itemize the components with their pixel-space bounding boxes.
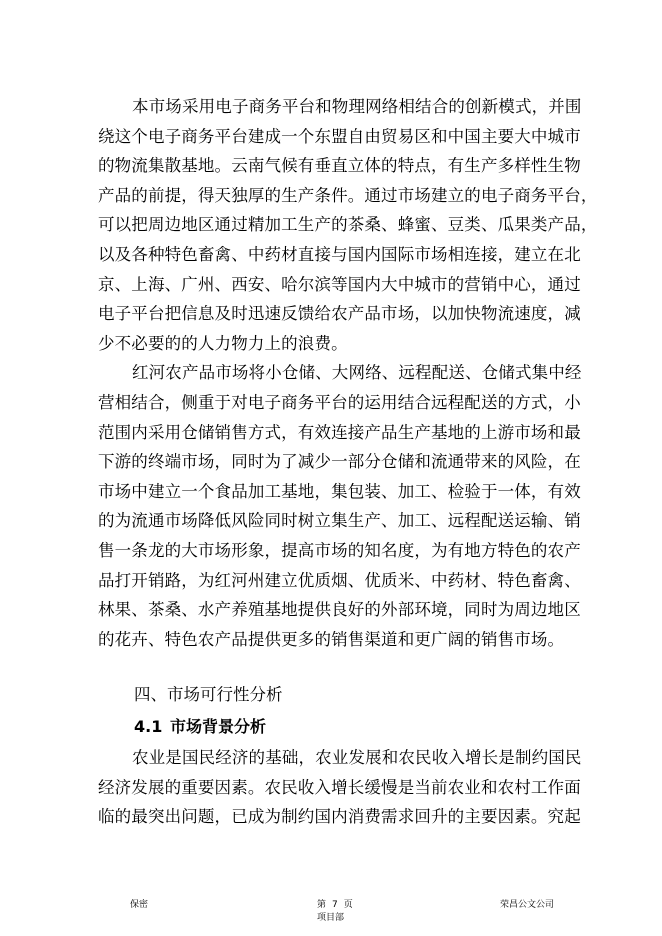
paragraph-line: 品打开销路，为红河州建立优质烟、优质米、中药材、特色畜禽、 <box>98 570 581 590</box>
footer-page-number <box>317 897 353 910</box>
body-text-lower <box>98 743 582 832</box>
paragraph-line: 的花卉、特色农产品提供更多的销售渠道和更广阔的销售市场。 <box>98 629 565 649</box>
page-suffix: 页 <box>343 900 353 910</box>
paragraph-line: 绕这个电子商务平台建成一个东盟自由贸易区和中国主要大中城市 <box>98 126 581 146</box>
paragraph-line: 电子平台把信息及时迅速反馈给农产品市场，以加快物流速度，减 <box>98 304 581 324</box>
paragraph-line: 以及各种特色畜禽、中药材直接与国内国际市场相连接，建立在北 <box>98 244 581 264</box>
paragraph-line: 林果、茶桑、水产养殖基地提供良好的外部环境，同时为周边地区 <box>98 600 581 620</box>
body-text-upper <box>98 92 598 654</box>
page-number: 7 <box>332 900 338 910</box>
paragraph-line: 京、上海、广州、西安、哈尔滨等国内大中城市的营销中心，通过 <box>98 274 581 294</box>
section-heading: 四、市场可行性分析 <box>134 685 283 704</box>
paragraph-line: 产品的前提，得天独厚的生产条件。通过市场建立的电子商务平台， <box>98 185 598 205</box>
paragraph-line: 的物流集散基地。云南气候有垂直立体的特点，有生产多样性生物 <box>98 156 581 176</box>
footer-confidential: 保密 <box>130 900 149 910</box>
paragraph-line: 农业是国民经济的基础，农业发展和农民收入增长是制约国民 <box>132 748 582 767</box>
paragraph-line: 临的最突出问题，已成为制约国内消费需求回升的主要因素。究起 <box>98 807 581 827</box>
page-prefix: 第 <box>317 900 327 910</box>
paragraph-line: 红河农产品市场将小仓储、大网络、远程配送、仓储式集中经 <box>132 363 582 383</box>
paragraph-line: 本市场采用电子商务平台和物理网络相结合的创新模式，并围 <box>132 97 582 116</box>
footer-department: 项目部 <box>317 913 345 923</box>
paragraph-line: 的为流通市场降低风险同时树立集生产、加工、远程配送运输、销 <box>98 511 581 531</box>
subsection-title: 市场背景分析 <box>170 717 267 736</box>
paragraph-line: 范围内采用仓储销售方式，有效连接产品生产基地的上游市场和最 <box>98 422 581 442</box>
footer-company: 荣昌公文公司 <box>500 900 555 910</box>
subsection-number: 4.1 <box>134 717 163 736</box>
paragraph-line: 下游的终端市场，同时为了减少一部分仓储和流通带来的风险，在 <box>98 452 581 472</box>
paragraph-line: 少不必要的的人力物力上的浪费。 <box>98 333 348 353</box>
subsection-heading <box>134 712 266 742</box>
paragraph-line: 可以把周边地区通过精加工生产的茶桑、蜂蜜、豆类、瓜果类产品， <box>98 215 598 235</box>
paragraph-line: 经济发展的重要因素。农民收入增长缓慢是当前农业和农村工作面 <box>98 777 581 797</box>
paragraph-line: 营相结合，侧重于对电子商务平台的运用结合远程配送的方式，小 <box>98 392 581 412</box>
paragraph-line: 售一条龙的大市场形象，提高市场的知名度，为有地方特色的农产 <box>98 540 581 560</box>
paragraph-line: 市场中建立一个食品加工基地，集包装、加工、检验于一体，有效 <box>98 481 581 501</box>
